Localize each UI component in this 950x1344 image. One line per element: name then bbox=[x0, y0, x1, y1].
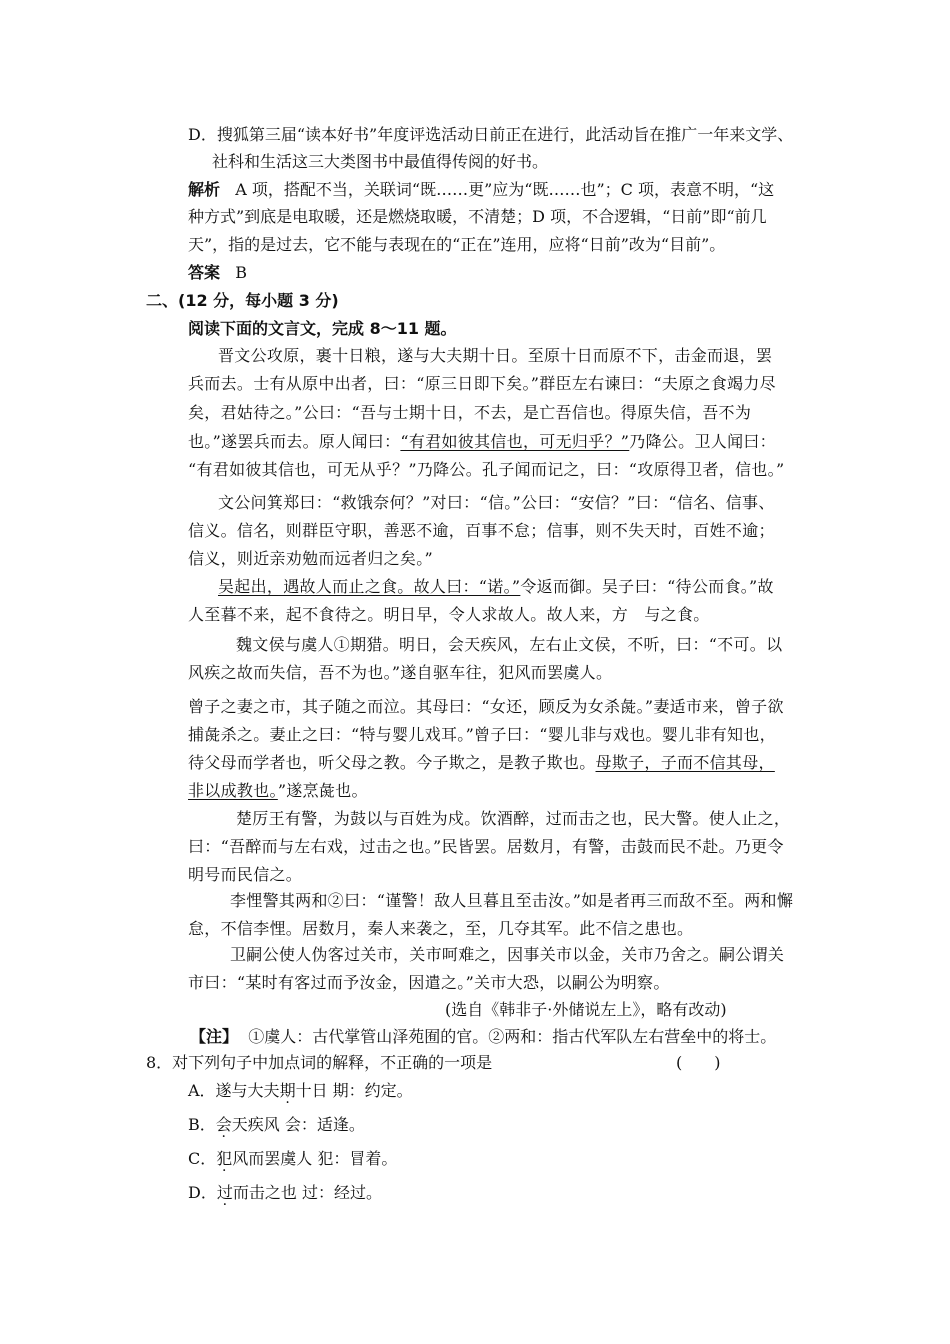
question8-stem: 8．对下列句子中加点词的解释，不正确的一项是 bbox=[146, 1053, 493, 1072]
option-a-dotted-word: 期 bbox=[279, 1081, 296, 1100]
analysis-line2: 种方式”到底是电取暖，还是燃烧取暖，不清楚；D 项，不合逻辑，“日前”即“前几 bbox=[188, 207, 767, 226]
passage-p5-underlined-1: 母欺子，子而不信其母， bbox=[595, 753, 775, 772]
passage-p3-l2: 人至暮不来，起不食待之。明日早，令人求故人。故人来，方 与之食。 bbox=[188, 605, 710, 624]
passage-p5-l4-b: ”遂烹彘也。 bbox=[277, 781, 368, 800]
passage-p1-l2: 兵而去。士有从原中出者，曰：“原三日即下矣。”群臣左右谏曰：“夫原之食竭力尽 bbox=[188, 374, 776, 393]
option-d-prefix: D． bbox=[188, 1183, 217, 1202]
option-d-line2: 社科和生活这三大类图书中最值得传阅的好书。 bbox=[212, 152, 549, 171]
passage-p5-l3-a: 待父母而学者也，听父母之教。今子欺之，是教子欺也。 bbox=[188, 753, 596, 772]
section2-heading: 二、(12 分，每小题 3 分) bbox=[146, 291, 339, 310]
passage-p2-l2: 信义。信名，则群臣守职，善恶不逾，百事不怠；信事，则不失天时，百姓不逾； bbox=[188, 521, 775, 540]
option-d-line1: D．搜狐第三届“读本好书”年度评选活动日前正在进行，此活动旨在推广一年来文学、 bbox=[188, 125, 794, 144]
option-c-suffix: 风而罢虞人 犯：冒着。 bbox=[232, 1149, 398, 1168]
passage-source: (选自《韩非子·外储说左上》，略有改动) bbox=[445, 1000, 727, 1019]
passage-p1-l3: 矣，君姑待之。”公曰：“吾与士期十日，不去，是亡吾信也。得原失信，吾不为 bbox=[188, 403, 752, 422]
question8-bracket: ( ) bbox=[676, 1053, 721, 1072]
passage-p7-l1: 李悝警其两和②曰：“谨警！敌人旦暮且至击汝。”如是者再三而敌不至。两和懈 bbox=[230, 891, 794, 910]
section2-instruction: 阅读下面的文言文，完成 8～11 题。 bbox=[188, 319, 457, 338]
passage-p6-l2: 曰：“吾醉而与左右戏，过击之也。”民皆罢。居数月，有警，击鼓而民不赴。乃更令 bbox=[188, 837, 784, 856]
answer-value: B bbox=[235, 263, 248, 282]
passage-p3-l1 bbox=[218, 576, 774, 598]
option-c-dotted-word: 犯 bbox=[216, 1149, 233, 1168]
passage-p5-l2: 捕彘杀之。妻止之曰：“特与婴儿戏耳。”曾子曰：“婴儿非与戏也。婴儿非有知也， bbox=[188, 725, 776, 744]
question8-option-b[interactable] bbox=[188, 1114, 365, 1136]
passage-p4-l1: 魏文侯与虞人①期猎。明日，会天疾风，左右止文侯，不听，曰：“不可。以 bbox=[236, 635, 783, 654]
passage-p6-l3: 明号而民信之。 bbox=[188, 865, 303, 884]
question8-option-d[interactable] bbox=[188, 1182, 382, 1204]
option-d-suffix: 而击之也 过：经过。 bbox=[232, 1183, 382, 1202]
passage-p1-l1: 晋文公攻原，裹十日粮，遂与大夫期十日。至原十日而原不下，击金而退，罢 bbox=[218, 346, 773, 365]
question8-option-a[interactable] bbox=[188, 1080, 413, 1102]
passage-p1-l5: “有君如彼其信也，可无从乎？”乃降公。孔子闻而记之，曰：“攻原得卫者，信也。” bbox=[188, 460, 785, 479]
analysis-line1 bbox=[188, 179, 774, 201]
option-c-prefix: C． bbox=[188, 1149, 217, 1168]
passage-p3-l1-b: 令返而御。吴子曰：“待公而食。”故 bbox=[520, 577, 774, 596]
passage-p2-l1: 文公问箕郑曰：“救饿奈何？”对曰：“信。”公曰：“安信？”曰：“信名、信事、 bbox=[218, 493, 775, 512]
option-b-dotted-word: 会 bbox=[215, 1115, 232, 1134]
note-label: 【注】 bbox=[190, 1027, 239, 1046]
answer-line bbox=[188, 262, 247, 284]
note-text: ①虞人：古代掌管山泽苑囿的官。②两和：指古代军队左右营垒中的将士。 bbox=[248, 1027, 777, 1046]
answer-label: 答案 bbox=[188, 263, 221, 282]
analysis-text1: A 项，搭配不当，关联词“既……更”应为“既……也”；C 项，表意不明，“这 bbox=[235, 180, 775, 199]
passage-p5-l3 bbox=[188, 752, 775, 774]
passage-p6-l1: 楚厉王有警，为鼓以与百姓为戍。饮酒醉，过而击之也，民大警。使人止之， bbox=[236, 809, 791, 828]
question8-option-c[interactable] bbox=[188, 1148, 397, 1170]
passage-p2-l3: 信义，则近亲劝勉而远者归之矣。” bbox=[188, 549, 433, 568]
option-b-prefix: B． bbox=[188, 1115, 216, 1134]
passage-p5-underlined-2: 非以成教也。 bbox=[188, 781, 278, 800]
passage-p1-l4 bbox=[188, 431, 776, 453]
option-a-suffix: 十日 期：约定。 bbox=[295, 1081, 413, 1100]
passage-note bbox=[190, 1026, 776, 1048]
passage-p1-l4-c: 乃降公。卫人闻曰： bbox=[629, 432, 776, 451]
analysis-line3: 天”，指的是过去，它不能与表现在的“正在”连用，应将“日前”改为“目前”。 bbox=[188, 235, 726, 254]
passage-p5-l1: 曾子之妻之市，其子随之而泣。其母曰：“女还，顾反为女杀彘。”妻适市来，曾子欲 bbox=[188, 697, 784, 716]
passage-p7-l2: 怠，不信李悝。居数月，秦人来袭之，至，几夺其军。此不信之患也。 bbox=[188, 919, 694, 938]
passage-p1-underlined: “有君如彼其信也，可无归乎？” bbox=[400, 432, 630, 451]
option-b-suffix: 天疾风 会：适逢。 bbox=[231, 1115, 365, 1134]
option-a-prefix: A．遂与大夫 bbox=[188, 1081, 280, 1100]
passage-p5-l4 bbox=[188, 780, 368, 802]
passage-p4-l2: 风疾之故而失信，吾不为也。”遂自驱车往，犯风而罢虞人。 bbox=[188, 663, 613, 682]
option-d-dotted-word: 过 bbox=[216, 1183, 233, 1202]
passage-p3-underlined: 吴起出，遇故人而止之食。故人曰：“诺。” bbox=[218, 577, 521, 596]
passage-p8-l1: 卫嗣公使人伪客过关市，关市呵难之，因事关市以金，关市乃舍之。嗣公谓关 bbox=[230, 945, 785, 964]
passage-p8-l2: 市曰：“某时有客过而予汝金，因遣之。”关市大恐，以嗣公为明察。 bbox=[188, 973, 670, 992]
analysis-label: 解析 bbox=[188, 180, 221, 199]
passage-p1-l4-a: 也。”遂罢兵而去。原人闻曰： bbox=[188, 432, 401, 451]
